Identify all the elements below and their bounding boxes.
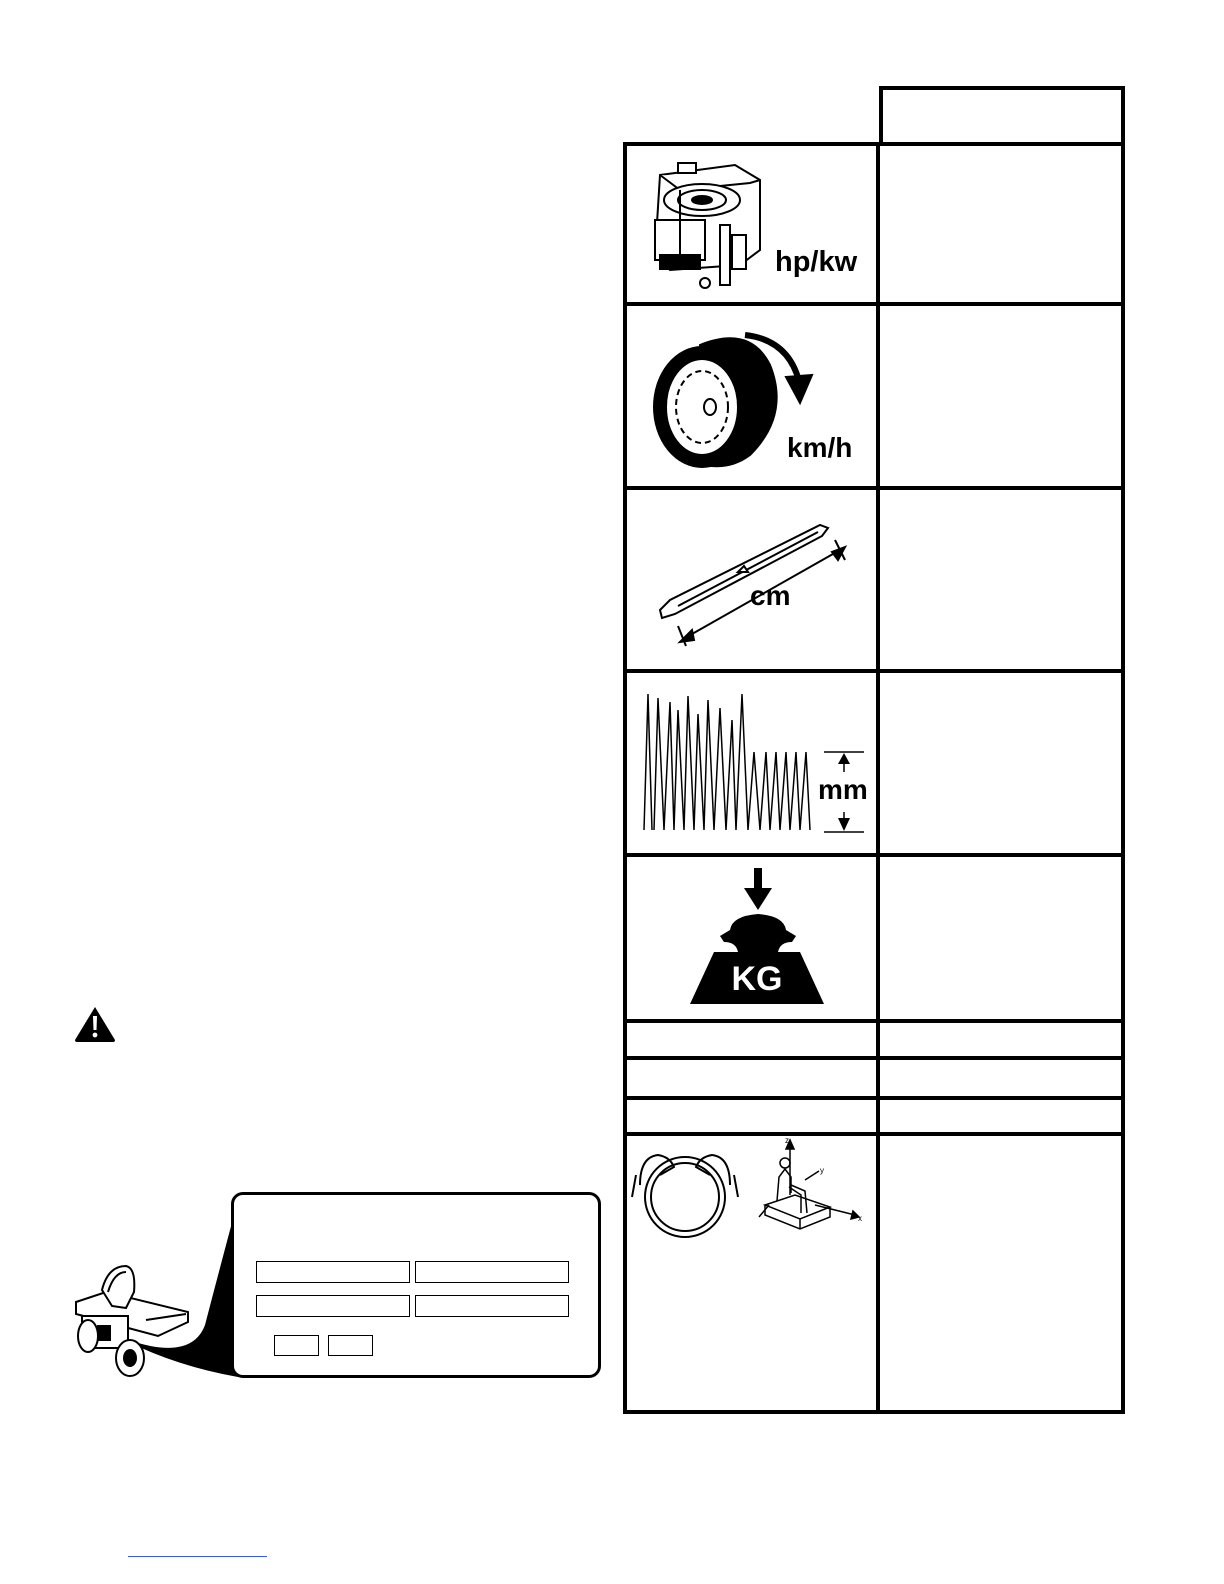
plate-field: [256, 1295, 410, 1317]
seat-vibration-icon: [755, 1135, 865, 1245]
row-divider: [623, 669, 1125, 673]
axis-label-y: y: [820, 1166, 824, 1175]
column-divider: [876, 142, 880, 1414]
grass-icon: [640, 690, 870, 840]
steering-wheel-icon: [630, 1145, 745, 1245]
tractor-icon: [68, 1262, 198, 1380]
row-divider: [623, 1019, 1125, 1023]
row-divider: [623, 1056, 1125, 1060]
row-divider: [623, 486, 1125, 490]
row-divider: [623, 853, 1125, 857]
plate-field-small: [328, 1335, 373, 1356]
spec-unit-engine: hp/kw: [775, 246, 858, 278]
axis-label-z: z: [785, 1136, 789, 1145]
spec-unit-speed: km/h: [787, 432, 853, 463]
model-plate: [231, 1192, 601, 1378]
plate-field: [256, 1261, 410, 1283]
weight-icon: [688, 868, 828, 1008]
plate-field: [415, 1295, 569, 1317]
row-divider: [623, 1096, 1125, 1100]
spec-unit-blade: cm: [750, 580, 791, 611]
axis-label-x: x: [858, 1214, 862, 1223]
engine-icon: [640, 155, 770, 295]
plate-field: [415, 1261, 569, 1283]
spec-unit-cut-height: mm: [818, 774, 868, 805]
plate-field-small: [274, 1335, 319, 1356]
weight-unit-text: KG: [731, 960, 783, 998]
row-divider: [623, 302, 1125, 306]
warning-icon: [74, 1006, 116, 1042]
row-divider: [623, 1132, 1125, 1136]
footer-rule: [128, 1556, 267, 1557]
table-header-cell: [879, 86, 1125, 146]
